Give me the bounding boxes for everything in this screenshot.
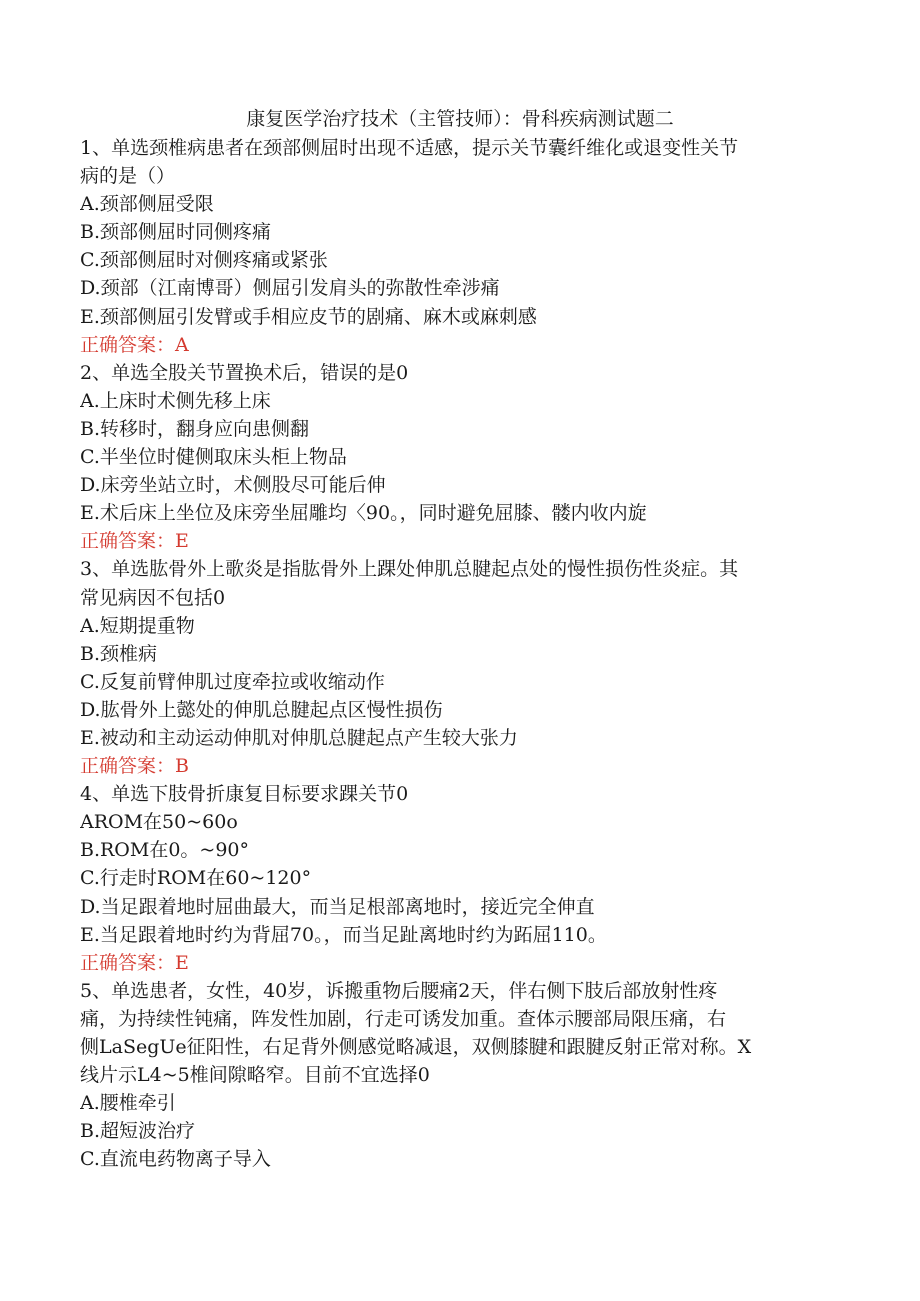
correct-answer	[80, 331, 840, 359]
option-b: B.颈椎病	[80, 642, 158, 665]
option-a: A.腰椎牵引	[80, 1092, 176, 1115]
option-c: C.半坐位时健侧取床头柜上物品	[80, 446, 347, 469]
question-stem: 1、单选颈椎病患者在颈部侧屈时出现不适感，提示关节囊纤维化或退变性关节	[80, 137, 739, 159]
correct-answer	[80, 949, 840, 977]
question-1	[80, 134, 840, 359]
option-d: D.肱骨外上懿处的伸肌总腱起点区慢性损伤	[80, 698, 443, 721]
correct-answer	[80, 752, 840, 780]
question-stem: 侧LaSegUe征阳性，右足背外侧感觉略减退，双侧膝腱和跟腱反射正常对称。X	[80, 1036, 752, 1058]
option-a: A.上床时术侧先移上床	[80, 389, 271, 412]
option-e: E.颈部侧屈引发臂或手相应皮节的剧痛、麻木或麻刺感	[80, 305, 537, 328]
option-a: AROM在50~60o	[80, 811, 238, 834]
question-5	[80, 977, 840, 1174]
answer-value: E	[175, 530, 189, 553]
question-stem: 2、单选全股关节置换术后，错误的是0	[80, 361, 409, 384]
option-e: E.当足跟着地时约为背屈70。，而当足趾离地时约为跖屈110。	[80, 923, 607, 946]
question-stem: 线片示L4~5椎间隙略窄。目前不宜选择0	[80, 1064, 430, 1087]
option-b: B.超短波治疗	[80, 1120, 196, 1143]
option-d: D.床旁坐站立时，术侧股尽可能后伸	[80, 474, 386, 497]
question-stem: 5、单选患者，女性，40岁，诉搬重物后腰痛2天，伴右侧下肢后部放射性疼	[80, 979, 718, 1002]
option-d: D.当足跟着地时屈曲最大，而当足根部离地时，接近完全伸直	[80, 895, 595, 918]
question-stem: 4、单选下肢骨折康复目标要求踝关节0	[80, 783, 409, 806]
question-stem: 病的是（）	[80, 165, 176, 188]
option-e: E.被动和主动运动伸肌对伸肌总腱起点产生较大张力	[80, 726, 518, 749]
document-page	[80, 104, 840, 1173]
option-b: B.转移时，翻身应向患侧翻	[80, 417, 310, 440]
option-c: C.颈部侧屈时对侧疼痛或紧张	[80, 249, 328, 272]
question-2	[80, 359, 840, 556]
option-c: C.行走时ROM在60~120°	[80, 867, 312, 890]
option-a: A.颈部侧屈受限	[80, 193, 214, 216]
answer-value: A	[175, 333, 189, 356]
option-d: D.颈部（江南博哥）侧屈引发肩头的弥散性牵涉痛	[80, 277, 500, 300]
option-c: C.直流电药物离子导入	[80, 1148, 271, 1171]
answer-value: B	[175, 755, 189, 778]
correct-answer	[80, 527, 840, 555]
answer-value: E	[175, 951, 189, 974]
document-title: 康复医学治疗技术（主管技师）：骨科疾病测试题二	[246, 108, 674, 130]
question-stem: 痛，为持续性钝痛，阵发性加剧，行走可诱发加重。查体示腰部局限压痛，右	[80, 1007, 727, 1030]
question-stem: 3、单选肱骨外上歌炎是指肱骨外上踝处伸肌总腱起点处的慢性损伤性炎症。其	[80, 558, 739, 581]
answer-label: 正确答案：	[80, 530, 176, 553]
answer-label: 正确答案：	[80, 333, 176, 356]
option-a: A.短期提重物	[80, 614, 195, 637]
answer-label: 正确答案：	[80, 951, 176, 974]
option-b: B.颈部侧屈时同侧疼痛	[80, 221, 272, 244]
option-b: B.ROM在0。~90°	[80, 839, 250, 862]
answer-label: 正确答案：	[80, 755, 176, 778]
option-c: C.反复前臂伸肌过度牵拉或收缩动作	[80, 670, 385, 693]
question-3	[80, 555, 840, 780]
question-4	[80, 780, 840, 977]
option-e: E.术后床上坐位及床旁坐屈雕均〈90。，同时避免屈膝、髅内收内旋	[80, 502, 647, 525]
question-stem: 常见病因不包括0	[80, 586, 226, 609]
